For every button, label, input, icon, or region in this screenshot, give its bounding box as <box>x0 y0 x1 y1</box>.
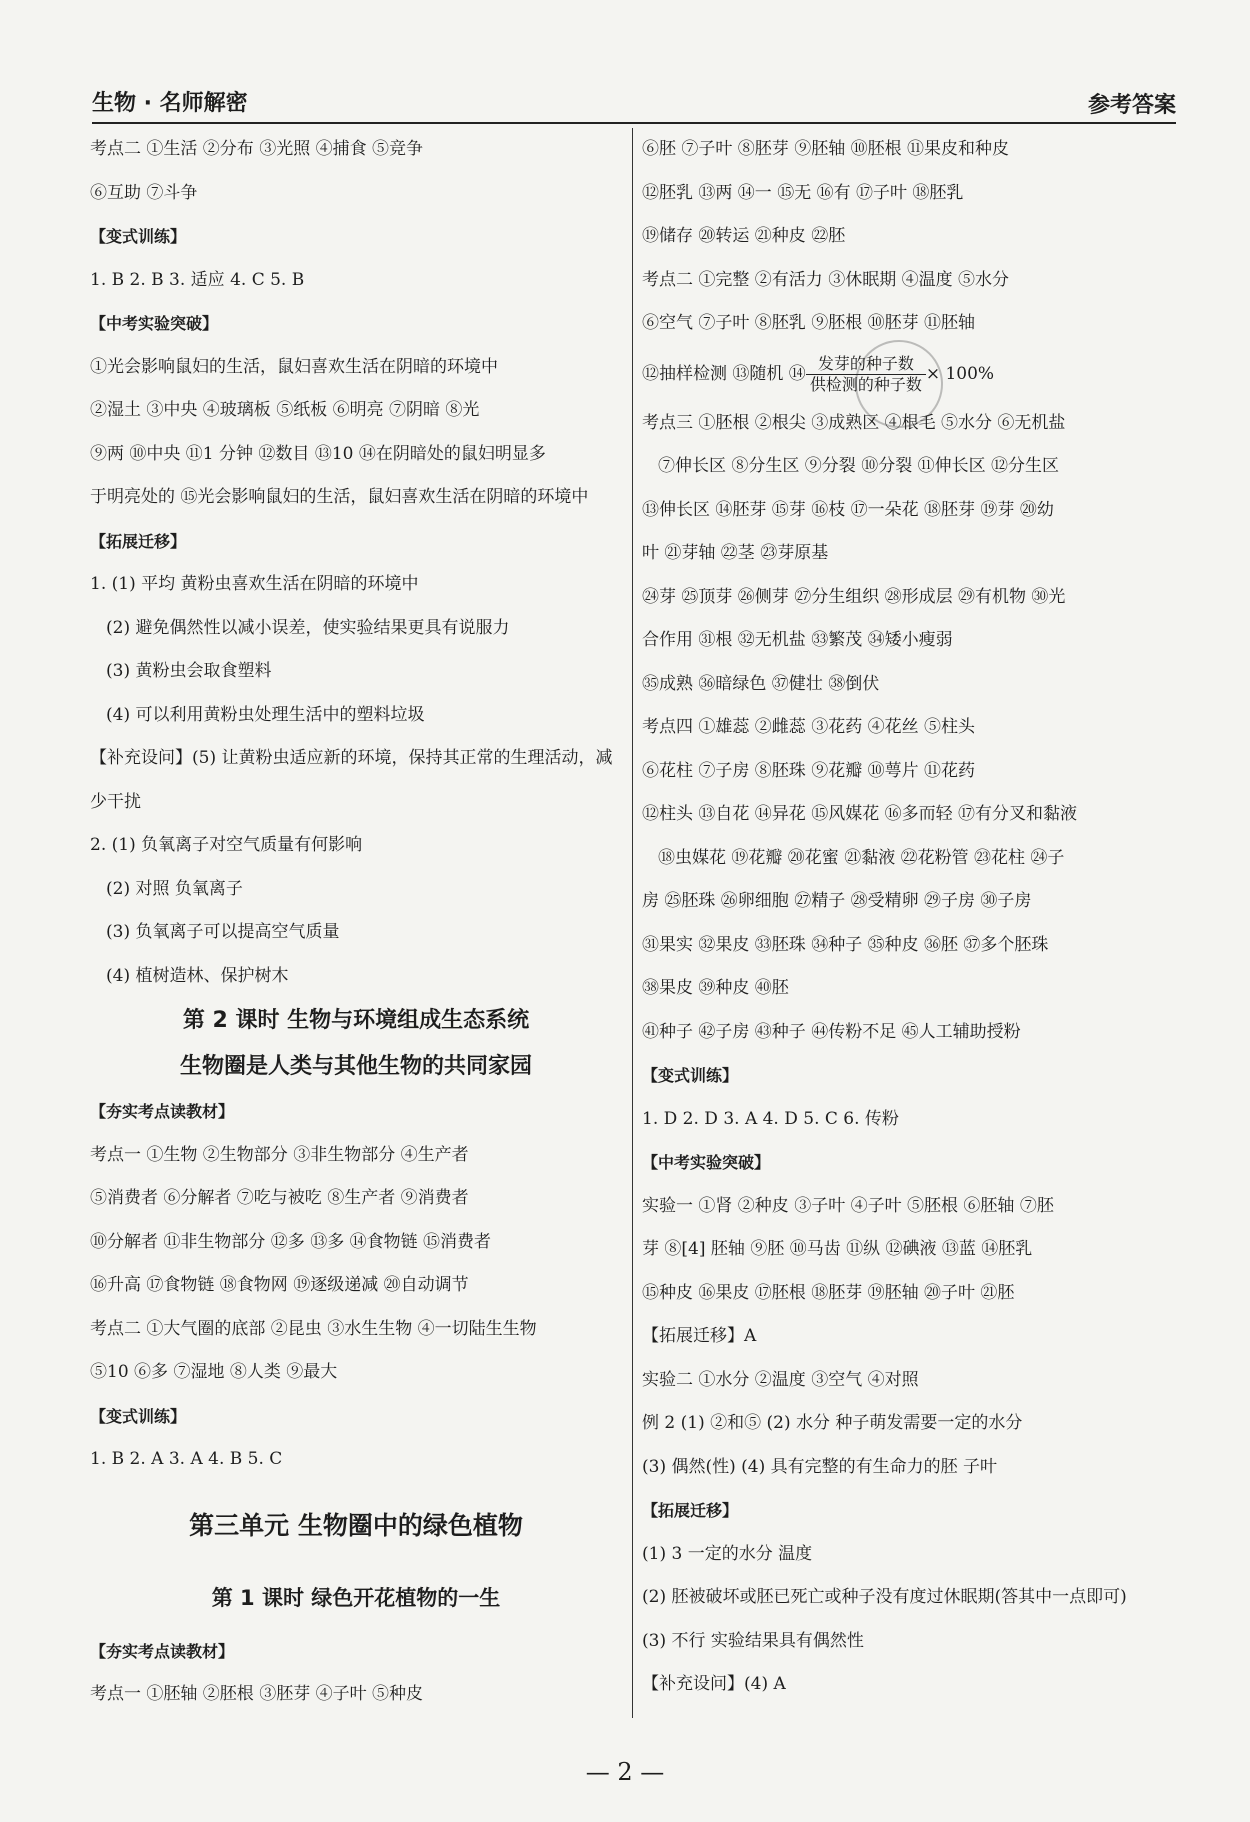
answer-line: ⑯升高 ⑰食物链 ⑱食物网 ⑲逐级递减 ⑳自动调节 <box>90 1275 469 1295</box>
section-heading: 【变式训练】 <box>90 227 187 246</box>
fraction-after: × 100% <box>925 363 995 384</box>
answer-line: ⑤10 ⑥多 ⑦湿地 ⑧人类 ⑨最大 <box>90 1362 338 1382</box>
answer-line: 【拓展迁移】A <box>642 1326 757 1346</box>
answer-line: 芽 ⑧[4] 胚轴 ⑨胚 ⑩马齿 ⑪纵 ⑫碘液 ⑬蓝 ⑭胚乳 <box>642 1239 1033 1259</box>
answer-subline: (2) 对照 负氧离子 <box>106 878 243 899</box>
answer-line: ⑥胚 ⑦子叶 ⑧胚芽 ⑨胚轴 ⑩胚根 ⑪果皮和种皮 <box>642 139 1010 159</box>
answer-line: 房 ㉕胚珠 ㉖卵细胞 ㉗精子 ㉘受精卵 ㉙子房 ㉚子房 <box>642 891 1032 911</box>
answer-line: (3) 不行 实验结果具有偶然性 <box>642 1630 864 1651</box>
book-title: 生物 · 名师解密 <box>92 91 248 116</box>
answer-line: ⑬伸长区 ⑭胚芽 ⑮芽 ⑯枝 ⑰一朵花 ⑱胚芽 ⑲芽 ⑳幼 <box>642 499 1054 520</box>
fraction-line <box>642 346 1182 402</box>
section-heading: 【夯实考点读教材】 <box>90 1641 235 1661</box>
answer-line: 考点四 ①雄蕊 ②雌蕊 ③花药 ④花丝 ⑤柱头 <box>642 717 976 737</box>
unit-title: 第三单元 生物圈中的绿色植物 <box>189 1510 523 1540</box>
answer-line: ㉔芽 ㉕顶芽 ㉖侧芽 ㉗分生组织 ㉘形成层 ㉙有机物 ㉚光 <box>642 586 1066 607</box>
fraction-numerator: 发芽的种子数 <box>806 354 926 375</box>
section-heading: 【夯实考点读教材】 <box>90 1102 235 1121</box>
answer-line: ㉟成熟 ㊱暗绿色 ㊲健壮 ㊳倒伏 <box>642 673 880 694</box>
answer-line: ⑥互助 ⑦斗争 <box>90 182 198 203</box>
answer-line: ⑫柱头 ⑬自花 ⑭异花 ⑮风媒花 ⑯多而轻 ⑰有分叉和黏液 <box>642 804 1078 824</box>
answer-line: 【补充设问】(5) 让黄粉虫适应新的环境，保持其正常的生理活动，减 <box>90 748 613 768</box>
fraction-denominator: 供检测的种子数 <box>809 374 922 394</box>
answer-line: 考点二 ①完整 ②有活力 ③休眠期 ④温度 ⑤水分 <box>642 269 1010 290</box>
answer-line: ⑲储存 ⑳转运 ㉑种皮 ㉒胚 <box>642 226 846 246</box>
answer-line: ①光会影响鼠妇的生活，鼠妇喜欢生活在阴暗的环境中 <box>90 356 498 377</box>
answer-line: 1. (1) 平均 黄粉虫喜欢生活在阴暗的环境中 <box>90 574 419 594</box>
lesson-title: 生物圈是人类与其他生物的共同家园 <box>179 1054 532 1079</box>
answer-line: 考点二 ①大气圈的底部 ②昆虫 ③水生生物 ④一切陆生生物 <box>90 1318 537 1339</box>
answer-line: ㊳果皮 ㊴种皮 ㊵胚 <box>642 978 789 998</box>
answer-subline: (4) 植树造林、保护树木 <box>106 965 289 986</box>
answer-line: ㉛果实 ㉜果皮 ㉝胚珠 ㉞种子 ㉟种皮 ㊱胚 ㊲多个胚珠 <box>642 934 1049 955</box>
fraction-before: ⑫抽样检测 ⑬随机 ⑭ <box>642 363 806 384</box>
answer-line: 考点一 ①胚轴 ②胚根 ③胚芽 ④子叶 ⑤种皮 <box>90 1684 424 1704</box>
answer-subline: (2) 避免偶然性以减小误差，使实验结果更具有说服力 <box>106 617 510 638</box>
answer-line: ⑥空气 ⑦子叶 ⑧胚乳 ⑨胚根 ⑩胚芽 ⑪胚轴 <box>642 313 976 333</box>
fraction <box>806 354 926 395</box>
answer-line: 合作用 ㉛根 ㉜无机盐 ㉝繁茂 ㉞矮小瘦弱 <box>642 630 953 650</box>
answer-line: ⑫胚乳 ⑬两 ⑭一 ⑮无 ⑯有 ⑰子叶 ⑱胚乳 <box>642 182 964 203</box>
answer-line: 于明亮处的 ⑮光会影响鼠妇的生活，鼠妇喜欢生活在阴暗的环境中 <box>90 487 589 507</box>
answer-line: ⑩分解者 ⑪非生物部分 ⑫多 ⑬多 ⑭食物链 ⑮消费者 <box>90 1231 492 1252</box>
section-heading: 【拓展迁移】 <box>642 1501 739 1520</box>
lesson-title: 第 1 课时 绿色开花植物的一生 <box>211 1585 501 1610</box>
answer-line: (3) 偶然(性) (4) 具有完整的有生命力的胚 子叶 <box>642 1456 998 1477</box>
section-heading: 【变式训练】 <box>90 1406 187 1426</box>
answer-line: 考点一 ①生物 ②生物部分 ③非生物部分 ④生产者 <box>90 1144 469 1165</box>
answer-subline: ⑦伸长区 ⑧分生区 ⑨分裂 ⑩分裂 ⑪伸长区 ⑫分生区 <box>658 456 1060 476</box>
answer-line: 【补充设问】(4) A <box>642 1674 786 1694</box>
answer-line: ⑨两 ⑩中央 ⑪1 分钟 ⑫数目 ⑬10 ⑭在阴暗处的鼠妇明显多 <box>90 443 546 464</box>
answer-line: ⑮种皮 ⑯果皮 ⑰胚根 ⑱胚芽 ⑲胚轴 ⑳子叶 ㉑胚 <box>642 1282 1015 1303</box>
right-column <box>642 128 1182 1707</box>
answer-subline: (4) 可以利用黄粉虫处理生活中的塑料垃圾 <box>106 704 425 725</box>
lesson-title: 第 2 课时 生物与环境组成生态系统 <box>182 1008 530 1033</box>
answer-line: 1. D 2. D 3. A 4. D 5. C 6. 传粉 <box>642 1108 899 1129</box>
answer-subline: ⑱虫媒花 ⑲花瓣 ⑳花蜜 ㉑黏液 ㉒花粉管 ㉓花柱 ㉔子 <box>658 847 1065 868</box>
answer-line: 实验二 ①水分 ②温度 ③空气 ④对照 <box>642 1369 919 1390</box>
answer-line: 实验一 ①肾 ②种皮 ③子叶 ④子叶 ⑤胚根 ⑥胚轴 ⑦胚 <box>642 1195 1054 1216</box>
answer-line: (1) 3 一定的水分 温度 <box>642 1543 813 1564</box>
section-heading: 【中考实验突破】 <box>90 314 219 333</box>
section-heading: 【中考实验突破】 <box>642 1153 771 1172</box>
answer-line: 考点三 ①胚根 ②根尖 ③成熟区 ④根毛 ⑤水分 ⑥无机盐 <box>642 412 1066 433</box>
answer-line: ②湿土 ③中央 ④玻璃板 ⑤纸板 ⑥明亮 ⑦阴暗 ⑧光 <box>90 400 480 420</box>
section-title: 参考答案 <box>1087 93 1176 118</box>
answer-line: 1. B 2. B 3. 适应 4. C 5. B <box>90 269 305 290</box>
answer-line: (2) 胚被破坏或胚已死亡或种子没有度过休眠期(答其中一点即可) <box>642 1587 1127 1607</box>
left-column <box>90 128 622 1717</box>
answer-line: 叶 ㉑芽轴 ㉒茎 ㉓芽原基 <box>642 543 829 563</box>
answer-subline: (3) 负氧离子可以提高空气质量 <box>106 922 340 942</box>
answer-line: ⑥花柱 ⑦子房 ⑧胚珠 ⑨花瓣 ⑩萼片 ⑪花药 <box>642 760 976 781</box>
answer-line: 2. (1) 负氧离子对空气质量有何影响 <box>90 835 363 855</box>
answer-line: ⑤消费者 ⑥分解者 ⑦吃与被吃 ⑧生产者 ⑨消费者 <box>90 1188 469 1208</box>
section-heading: 【变式训练】 <box>642 1066 739 1085</box>
answer-line: ㊶种子 ㊷子房 ㊸种子 ㊹传粉不足 ㊺人工辅助授粉 <box>642 1021 1021 1042</box>
page-header <box>92 86 1176 124</box>
answer-line: 少干扰 <box>90 791 141 812</box>
answer-line: 考点二 ①生活 ②分布 ③光照 ④捕食 ⑤竞争 <box>90 139 424 159</box>
answer-subline: (3) 黄粉虫会取食塑料 <box>106 661 272 681</box>
column-divider <box>632 128 633 1718</box>
answer-line: 例 2 (1) ②和⑤ (2) 水分 种子萌发需要一定的水分 <box>642 1413 1023 1433</box>
section-heading: 【拓展迁移】 <box>90 531 187 551</box>
answer-line: 1. B 2. A 3. A 4. B 5. C <box>90 1449 283 1469</box>
page-number: — 2 — <box>585 1758 665 1786</box>
